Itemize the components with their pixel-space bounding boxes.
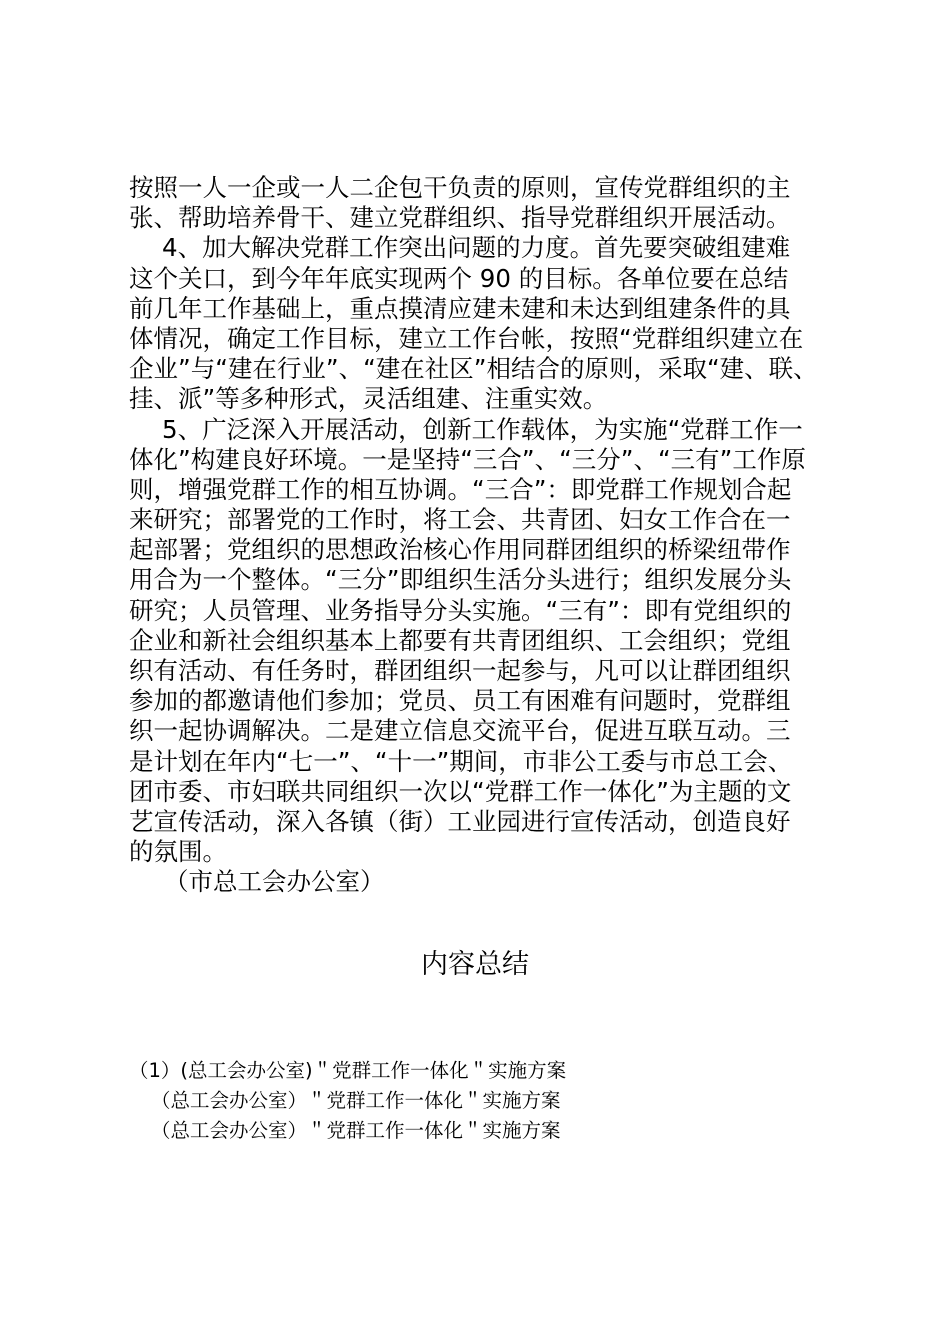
paragraph-line: 研究；人员管理、业务指导分头实施。“三有”：即有党组织的 <box>129 595 792 625</box>
paragraph-line: 参加的都邀请他们参加；党员、员工有困难有问题时，党群组 <box>129 686 791 716</box>
paragraph-line: 团市委、市妇联共同组织一次以“党群工作一体化”为主题的文 <box>129 776 792 806</box>
signoff: （市总工会办公室） <box>164 867 385 897</box>
paragraph-line: 则，增强党群工作的相互协调。“三合”：即党群工作规划合起 <box>129 474 792 504</box>
summary-item: （总工会办公室）＂党群工作一体化＂实施方案 <box>151 1089 561 1112</box>
paragraph-line: 企业”与“建在行业”、“建在社区”相结合的原则，采取“建、联、 <box>129 354 818 384</box>
paragraph-line: 5、广泛深入开展活动，创新工作载体，为实施“党群工作一 <box>162 414 803 444</box>
paragraph-line: 这个关口，到今年年底实现两个 90 的目标。各单位要在总结 <box>129 263 789 293</box>
paragraph-line: 是计划在年内“七一”、“十一”期间，市非公工委与市总工会、 <box>129 746 793 776</box>
document-body <box>129 173 839 898</box>
paragraph-line: 张、帮助培养骨干、建立党群组织、指导党群组织开展活动。 <box>129 203 791 233</box>
paragraph-line: 体化”构建良好环境。一是坚持“三合”、“三分”、“三有”工作原 <box>129 444 806 474</box>
paragraph-line: 起部署；党组织的思想政治核心作用同群团组织的桥梁纽带作 <box>129 535 791 565</box>
summary-item: （总工会办公室）＂党群工作一体化＂实施方案 <box>151 1119 561 1142</box>
paragraph-line: 用合为一个整体。“三分”即组织生活分头进行；组织发展分头 <box>129 565 792 595</box>
paragraph-line: 前几年工作基础上，重点摸清应建未建和未达到组建条件的具 <box>129 293 791 323</box>
paragraph-line: 来研究；部署党的工作时，将工会、共青团、妇女工作合在一 <box>129 505 791 535</box>
paragraph-line: 挂、派”等多种形式，灵活组建、注重实效。 <box>129 384 608 414</box>
paragraph-line: 企业和新社会组织基本上都要有共青团组织、工会组织；党组 <box>129 625 791 655</box>
paragraph-line: 4、加大解决党群工作突出问题的力度。首先要突破组建难 <box>162 233 791 263</box>
summary-item: （1）(总工会办公室)＂党群工作一体化＂实施方案 <box>129 1059 567 1082</box>
paragraph-line: 织一起协调解决。二是建立信息交流平台，促进互联互动。三 <box>129 716 791 746</box>
summary-list <box>129 1056 829 1146</box>
paragraph-line: 艺宣传活动，深入各镇（街）工业园进行宣传活动，创造良好 <box>129 806 791 836</box>
summary-title: 内容总结 <box>421 949 529 980</box>
paragraph-line: 按照一人一企或一人二企包干负责的原则，宣传党群组织的主 <box>129 173 791 202</box>
paragraph-line: 体情况，确定工作目标，建立工作台帐，按照“党群组织建立在 <box>129 323 804 353</box>
paragraph-line: 的氛围。 <box>129 837 227 867</box>
paragraph-line: 织有活动、有任务时，群团组织一起参与，凡可以让群团组织 <box>129 656 791 685</box>
